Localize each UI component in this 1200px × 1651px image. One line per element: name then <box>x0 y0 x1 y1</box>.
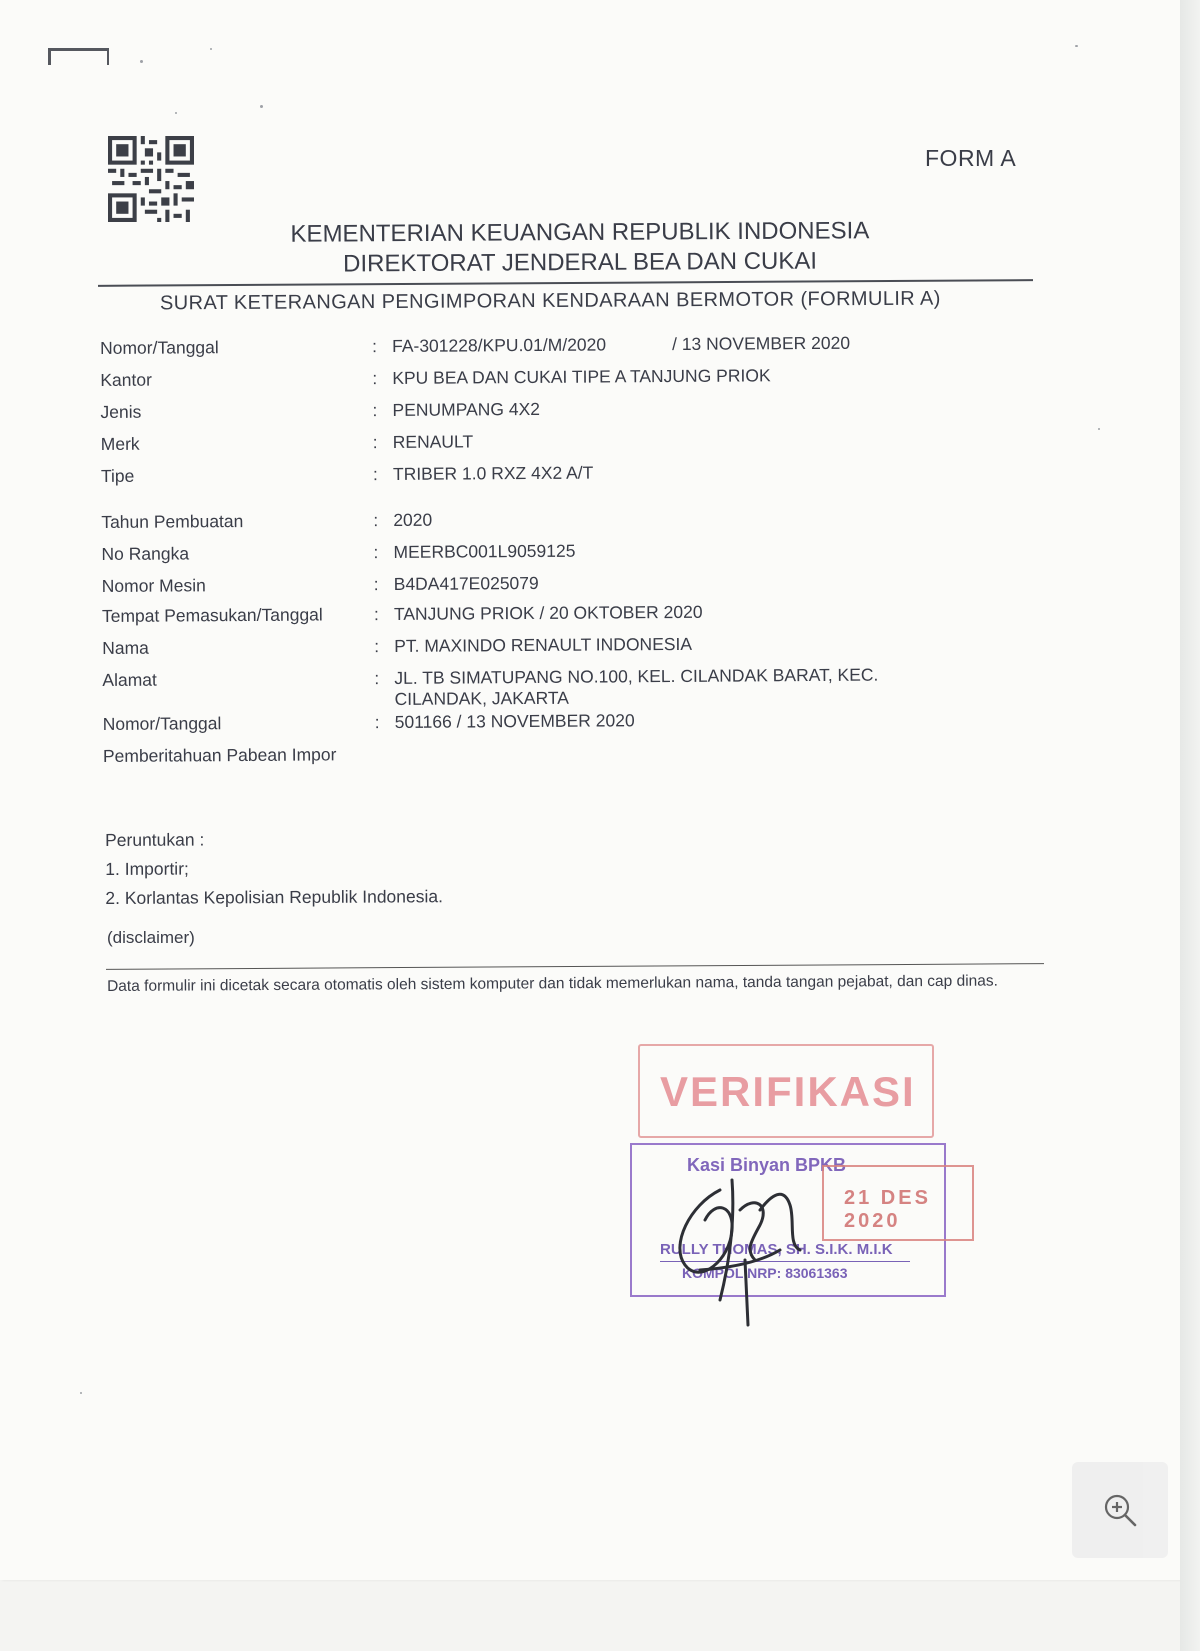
peruntukan-title: Peruntukan : <box>105 829 205 850</box>
field-colon: : <box>371 336 378 357</box>
field-label: Kantor <box>100 369 152 390</box>
field-value: RENAULT <box>392 431 474 452</box>
document-title: SURAT KETERANGAN PENGIMPORAN KENDARAAN BERMOTOR (FORMULIR A) <box>159 287 941 315</box>
field-colon: : <box>374 668 380 689</box>
officer-nrp: KOMPOL NRP: 83061363 <box>682 1265 848 1281</box>
scan-speck <box>80 1392 82 1394</box>
field-colon: : <box>373 542 379 563</box>
field-colon: : <box>373 604 379 625</box>
field-colon: : <box>372 400 378 421</box>
field-label: Jenis <box>100 401 142 422</box>
field-value: 501166 / 13 NOVEMBER 2020 <box>394 710 635 732</box>
list-item: 2. Korlantas Kepolisian Republik Indonesia. <box>105 886 444 908</box>
field-value: KPU BEA DAN CUKAI TIPE A TANJUNG PRIOK <box>392 365 771 388</box>
field-colon: : <box>373 510 379 531</box>
field-colon: : <box>372 432 378 453</box>
disclaimer-label: (disclaimer) <box>107 928 195 947</box>
peruntukan-section <box>105 824 443 913</box>
form-code: FORM A <box>925 145 1017 171</box>
field-value: TANJUNG PRIOK / 20 OKTOBER 2020 <box>393 601 703 624</box>
field-value: PENUMPANG 4X2 <box>392 398 541 420</box>
field-value: MEERBC001L9059125 <box>393 540 576 562</box>
corner-mark <box>48 48 109 65</box>
field-label: Tempat Pemasukan/Tanggal <box>101 604 323 626</box>
scan-speck <box>260 105 263 108</box>
field-colon: : <box>372 464 378 485</box>
scan-speck <box>140 60 143 63</box>
field-label: Nomor/Tanggal <box>102 713 222 734</box>
scan-speck <box>210 48 212 50</box>
field-value: 2020 <box>393 509 433 530</box>
signature-icon <box>660 1150 830 1330</box>
field-value: B4DA417E025079 <box>393 572 539 594</box>
field-label: Nomor/Tanggal <box>100 337 219 358</box>
date-stamp-text: 21 DES 2020 <box>844 1187 931 1232</box>
field-label: Nama <box>102 637 149 658</box>
field-colon: : <box>373 574 379 595</box>
field-label: No Rangka <box>101 543 190 564</box>
list-item: 1. Importir; <box>105 858 189 879</box>
officer-name: RULLY THOMAS, SH. S.I.K. M.I.K <box>660 1241 893 1258</box>
date-stamp <box>822 1165 974 1241</box>
field-label: Alamat <box>102 669 157 690</box>
page-edge <box>1180 0 1200 1651</box>
scan-speck <box>1098 428 1100 430</box>
directorate-name: DIREKTORAT JENDERAL BEA DAN CUKAI <box>343 247 818 278</box>
document-header <box>200 216 960 281</box>
field-value: PT. MAXINDO RENAULT INDONESIA <box>394 633 693 656</box>
verifikasi-stamp <box>638 1044 934 1138</box>
field-label: Nomor Mesin <box>101 575 206 596</box>
qr-code-icon <box>108 136 194 222</box>
field-label: Pemberitahuan Pabean Impor <box>102 744 337 766</box>
field-colon: : <box>372 368 378 389</box>
field-colon: : <box>374 712 380 733</box>
zoom-in-button[interactable] <box>1072 1462 1168 1558</box>
verifikasi-stamp-text: VERIFIKASI <box>660 1068 916 1115</box>
field-label: Tipe <box>100 465 135 486</box>
scan-speck <box>175 112 177 114</box>
field-label: Merk <box>100 433 140 454</box>
field-date: / 13 NOVEMBER 2020 <box>671 332 851 355</box>
field-value: FA-301228/KPU.01/M/2020 <box>391 334 607 356</box>
field-colon: : <box>374 636 380 657</box>
kasi-title: Kasi Binyan BPKB <box>687 1155 847 1175</box>
disclaimer-text: Data formulir ini dicetak secara otomatis oleh sistem komputer dan tidak memerlukan nama, tanda tangan pejabat, dan cap dinas. <box>107 972 998 995</box>
scan-speck <box>1075 45 1078 47</box>
ministry-name: KEMENTERIAN KEUANGAN REPUBLIK INDONESIA <box>290 217 870 248</box>
field-value: JL. TB SIMATUPANG NO.100, KEL. CILANDAK BARAT, KEC. CILANDAK, JAKARTA <box>394 664 879 709</box>
field-label: Tahun Pembuatan <box>101 511 244 532</box>
field-value: TRIBER 1.0 RXZ 4X2 A/T <box>392 462 594 484</box>
zoom-in-icon <box>1102 1492 1138 1528</box>
